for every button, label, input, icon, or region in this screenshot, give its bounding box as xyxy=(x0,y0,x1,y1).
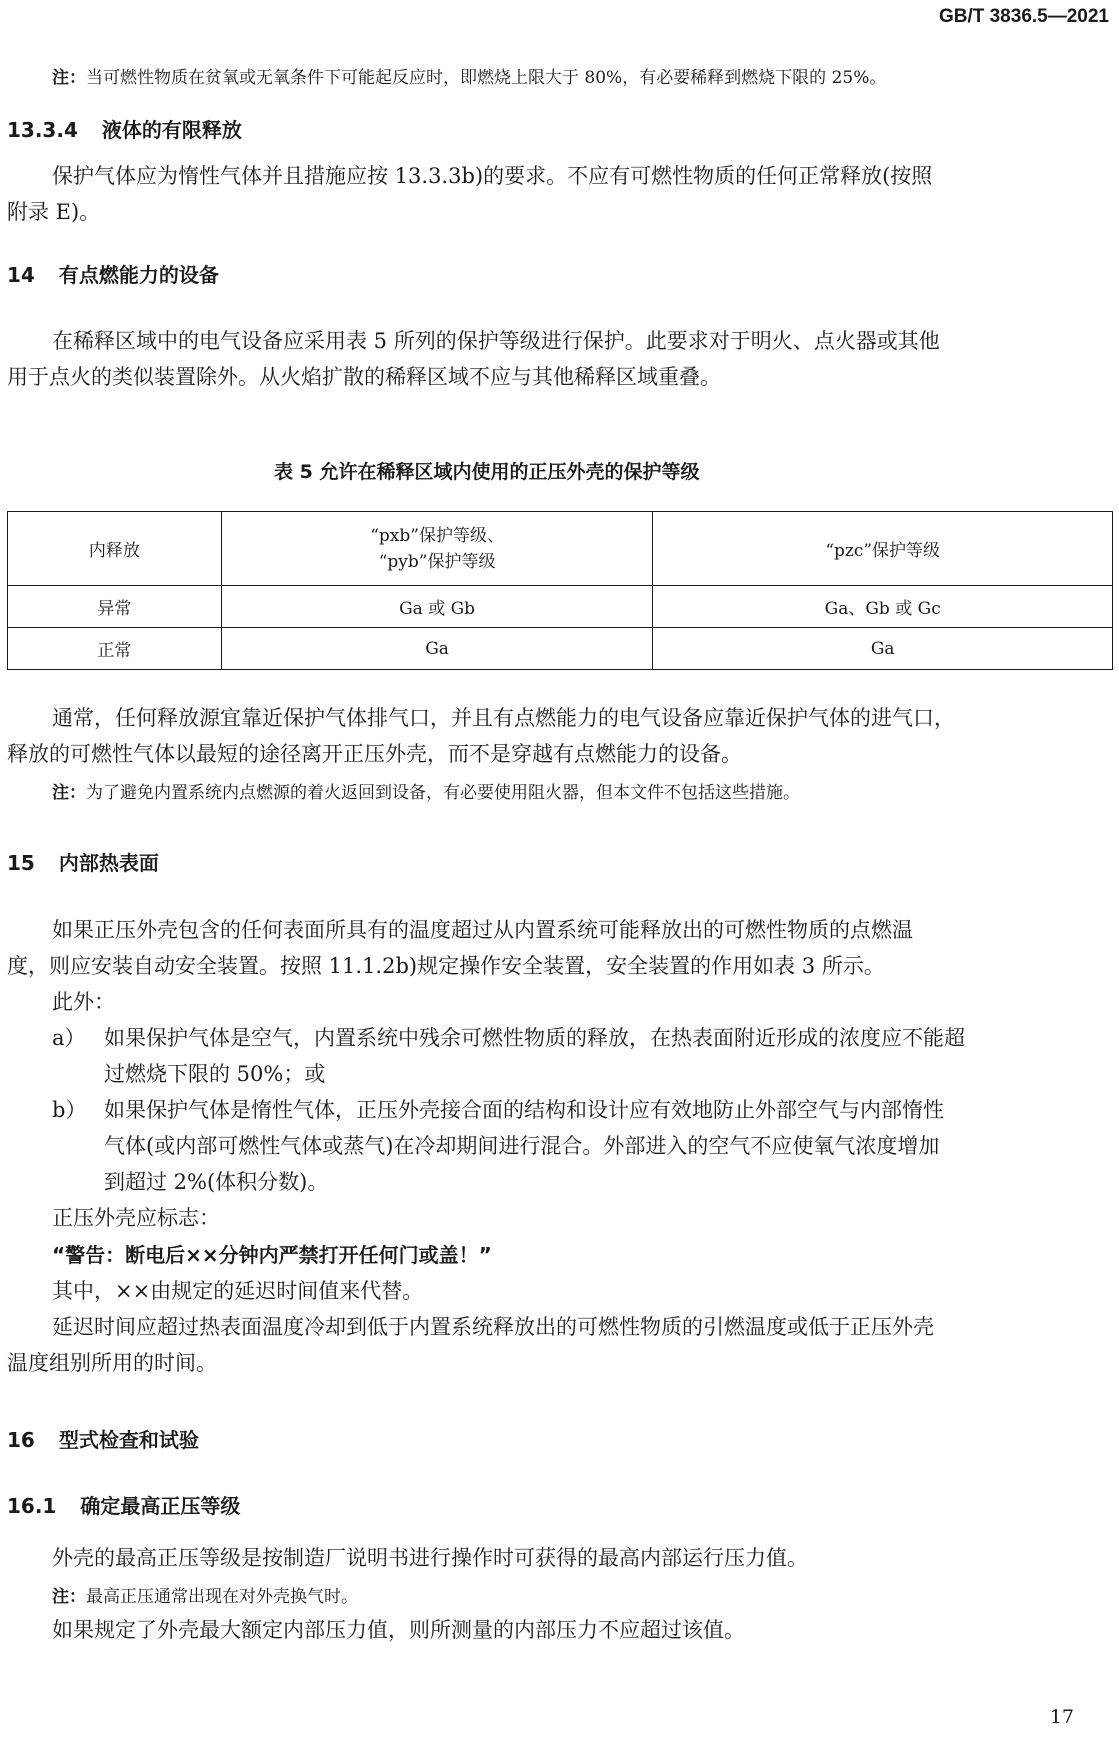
table-cell: Ga、Gb 或 Gc xyxy=(653,586,1113,628)
paragraph-line: 度，则应安装自动安全装置。按照 11.1.2b)规定操作安全装置，安全装置的作用如表 3 所示。 xyxy=(7,954,885,978)
table-cell: 正常 xyxy=(8,628,222,670)
page-number: 17 xyxy=(1049,1706,1074,1728)
list-item-b-line: 如果保护气体是惰性气体，正压外壳接合面的结构和设计应有效地防止外部空气与内部惰性 xyxy=(104,1098,944,1122)
paragraph-line: 用于点火的类似装置除外。从火焰扩散的稀释区域不应与其他稀释区域重叠。 xyxy=(7,365,721,389)
note-max-pressure xyxy=(52,1582,358,1607)
note-text: 当可燃性物质在贫氧或无氧条件下可能起反应时，即燃烧上限大于 80%，有必要稀释到燃烧下限的 25%。 xyxy=(86,68,887,88)
paragraph-line: 温度组别所用的时间。 xyxy=(7,1351,217,1375)
note-label: 注： xyxy=(52,68,86,88)
table-cell: Ga 或 Gb xyxy=(221,586,653,628)
section-number: 16.1 xyxy=(7,1494,57,1518)
note-text: 为了避免内置系统内点燃源的着火返回到设备，有必要使用阻火器，但本文件不包括这些措施。 xyxy=(86,783,800,803)
note-fuel-limit xyxy=(52,63,886,88)
section-13-3-4-heading xyxy=(7,114,242,143)
header-cell-pxb-pyb xyxy=(221,512,653,586)
paragraph-line: 外壳的最高正压等级是按制造厂说明书进行操作时可获得的最高内部运行压力值。 xyxy=(52,1546,808,1570)
section-title: 内部热表面 xyxy=(58,851,159,875)
list-item-a-line: 过燃烧下限的 50%；或 xyxy=(104,1062,326,1086)
paragraph-line: 释放的可燃性气体以最短的途径离开正压外壳，而不是穿越有点燃能力的设备。 xyxy=(7,742,742,766)
paragraph-line: 延迟时间应超过热表面温度冷却到低于内置系统释放出的可燃性物质的引燃温度或低于正压外壳 xyxy=(52,1315,934,1339)
table-cell: Ga xyxy=(653,628,1113,670)
paragraph-line: 附录 E)。 xyxy=(7,200,101,224)
section-15-heading xyxy=(7,847,159,876)
protection-level-table xyxy=(7,511,1113,670)
list-item-b-label: b） xyxy=(52,1098,87,1122)
table-cell: 异常 xyxy=(8,586,222,628)
header-cell-release: 内释放 xyxy=(8,512,222,586)
list-item-a-line: 如果保护气体是空气，内置系统中残余可燃性物质的释放，在热表面附近形成的浓度应不能超 xyxy=(104,1026,965,1050)
note-label: 注： xyxy=(52,783,86,803)
table-row xyxy=(8,586,1113,628)
section-number: 16 xyxy=(7,1428,35,1452)
paragraph-line: 保护气体应为惰性气体并且措施应按 13.3.3b)的要求。不应有可燃性物质的任何正常释放(按照 xyxy=(52,164,933,188)
section-title: 液体的有限释放 xyxy=(101,118,242,142)
paragraph-line: 此外： xyxy=(52,990,115,1014)
section-16-heading xyxy=(7,1424,199,1453)
note-flame-arrester xyxy=(52,778,800,803)
table-caption: 表 5 允许在稀释区域内使用的正压外壳的保护等级 xyxy=(274,461,700,483)
list-item-b-line: 到超过 2%(体积分数)。 xyxy=(104,1170,329,1194)
paragraph-line: 如果正压外壳包含的任何表面所具有的温度超过从内置系统可能释放出的可燃性物质的点燃温 xyxy=(52,918,913,942)
header-line-pyb: “pyb”保护等级 xyxy=(378,551,496,572)
warning-marking: “警告：断电后××分钟内严禁打开任何门或盖！” xyxy=(52,1243,492,1267)
table-header-row xyxy=(8,512,1113,586)
header-cell-pzc: “pzc”保护等级 xyxy=(653,512,1113,586)
marking-intro: 正压外壳应标志： xyxy=(52,1206,220,1230)
section-16-1-heading xyxy=(7,1490,240,1519)
paragraph-line: 通常，任何释放源宜靠近保护气体排气口，并且有点燃能力的电气设备应靠近保护气体的进气口， xyxy=(52,706,955,730)
note-text: 最高正压通常出现在对外壳换气时。 xyxy=(86,1587,358,1607)
section-title: 有点燃能力的设备 xyxy=(58,263,219,287)
header-line-pxb: “pxb”保护等级、 xyxy=(370,525,504,546)
paragraph-line: 在稀释区域中的电气设备应采用表 5 所列的保护等级进行保护。此要求对于明火、点火器或其他 xyxy=(52,329,940,353)
section-title: 确定最高正压等级 xyxy=(80,1494,241,1518)
paragraph-line: 其中，××由规定的延迟时间值来代替。 xyxy=(52,1279,424,1303)
section-number: 15 xyxy=(7,851,35,875)
note-label: 注： xyxy=(52,1587,86,1607)
section-number: 14 xyxy=(7,263,35,287)
section-number: 13.3.4 xyxy=(7,118,78,142)
section-title: 型式检查和试验 xyxy=(58,1428,199,1452)
list-item-a-label: a） xyxy=(52,1026,86,1050)
section-14-heading xyxy=(7,259,219,288)
paragraph-line: 如果规定了外壳最大额定内部压力值，则所测量的内部压力不应超过该值。 xyxy=(52,1618,745,1642)
list-item-b-line: 气体(或内部可燃性气体或蒸气)在冷却期间进行混合。外部进入的空气不应使氧气浓度增加 xyxy=(104,1134,940,1158)
standard-id: GB/T 3836.5—2021 xyxy=(938,6,1109,27)
table-row xyxy=(8,628,1113,670)
table-cell: Ga xyxy=(221,628,653,670)
